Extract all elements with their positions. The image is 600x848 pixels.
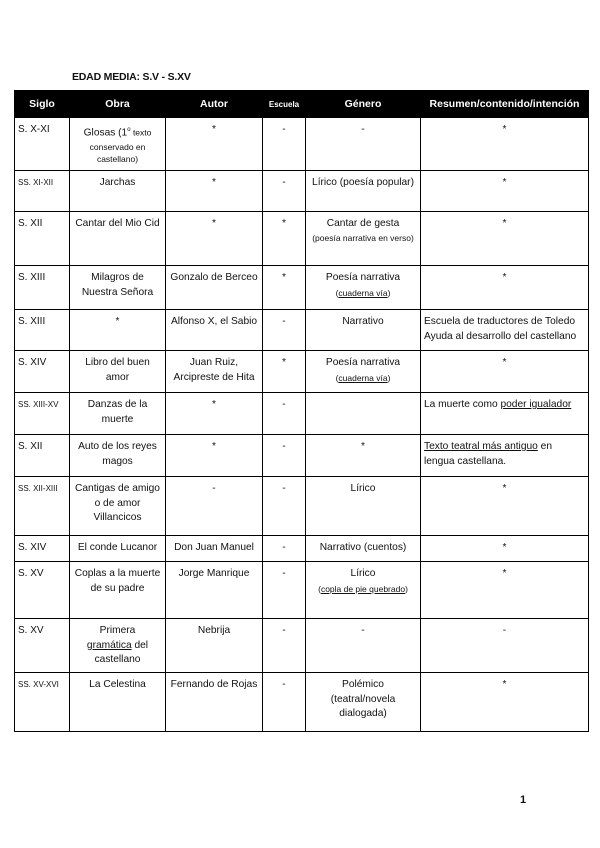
cell-escuela: - xyxy=(263,310,306,351)
genero-note: (poesía narrativa en verso) xyxy=(312,232,414,243)
cell-obra: Milagros de Nuestra Señora xyxy=(70,266,166,310)
cell-resumen: * xyxy=(421,562,589,619)
cell-siglo: SS. XIII-XV xyxy=(15,393,70,435)
cell-resumen xyxy=(421,435,589,477)
cell-genero: Poesía narrativa (cuaderna vía) xyxy=(306,266,421,310)
genero-link[interactable]: cuaderna vía xyxy=(338,372,388,383)
table-row xyxy=(15,393,589,435)
cell-resumen: * xyxy=(421,351,589,393)
cell-genero: Lírico (poesía popular) xyxy=(306,171,421,212)
cell-obra xyxy=(70,118,166,171)
header-obra: Obra xyxy=(70,91,166,118)
page-number: 1 xyxy=(520,794,527,806)
cell-escuela: - xyxy=(263,673,306,732)
cell-siglo: S. XII xyxy=(15,212,70,266)
cell-obra: El conde Lucanor xyxy=(70,536,166,562)
literature-table xyxy=(14,90,589,732)
table-row xyxy=(15,673,589,732)
cell-obra: Auto de los reyes magos xyxy=(70,435,166,477)
cell-autor: - xyxy=(166,477,263,536)
cell-obra xyxy=(70,619,166,673)
cell-resumen: * xyxy=(421,118,589,171)
cell-autor: * xyxy=(166,212,263,266)
header-resumen: Resumen/contenido/intención xyxy=(421,91,589,118)
cell-autor: Fernando de Rojas xyxy=(166,673,263,732)
cell-siglo: S. XII xyxy=(15,435,70,477)
genero-link[interactable]: copla de pie quebrado xyxy=(320,583,406,594)
cell-genero: * xyxy=(306,435,421,477)
cell-siglo: SS. XII-XIII xyxy=(15,477,70,536)
cell-siglo: S. XIV xyxy=(15,536,70,562)
cell-genero: Polémico (teatral/novela dialogada) xyxy=(306,673,421,732)
table-row xyxy=(15,536,589,562)
cell-resumen: * xyxy=(421,536,589,562)
cell-escuela: - xyxy=(263,477,306,536)
table-row xyxy=(15,477,589,536)
cell-resumen: * xyxy=(421,212,589,266)
obra-text: Primera xyxy=(99,625,136,636)
cell-siglo: S. XIII xyxy=(15,266,70,310)
genero-text: Poesía narrativa xyxy=(325,357,401,368)
cell-genero: - xyxy=(306,118,421,171)
resumen-link[interactable]: poder igualador xyxy=(500,399,572,410)
table-row xyxy=(15,266,589,310)
cell-autor: Jorge Manrique xyxy=(166,562,263,619)
genero-text: Poesía narrativa xyxy=(325,272,401,283)
obra-sup: o xyxy=(127,127,131,133)
cell-obra: * xyxy=(70,310,166,351)
cell-resumen: * xyxy=(421,171,589,212)
cell-autor: * xyxy=(166,171,263,212)
table-row xyxy=(15,619,589,673)
obra-text: texto xyxy=(130,127,152,138)
cell-resumen: Escuela de traductores de Toledo Ayuda al desarrollo del castellano xyxy=(421,310,589,351)
genero-text: Cantar de gesta xyxy=(326,218,400,229)
table-row xyxy=(15,118,589,171)
cell-genero xyxy=(306,212,421,266)
genero-link[interactable]: cuaderna vía xyxy=(338,287,388,298)
table-row xyxy=(15,310,589,351)
header-escuela: Escuela xyxy=(263,91,306,118)
cell-autor: Gonzalo de Berceo xyxy=(166,266,263,310)
cell-escuela: - xyxy=(263,435,306,477)
cell-obra: Coplas a la muerte de su padre xyxy=(70,562,166,619)
cell-siglo: SS. XI-XII xyxy=(15,171,70,212)
cell-resumen: * xyxy=(421,266,589,310)
cell-escuela: * xyxy=(263,351,306,393)
header-autor: Autor xyxy=(166,91,263,118)
cell-siglo: S. XIII xyxy=(15,310,70,351)
table-row xyxy=(15,171,589,212)
cell-resumen xyxy=(421,393,589,435)
cell-resumen: * xyxy=(421,477,589,536)
cell-obra: Jarchas xyxy=(70,171,166,212)
cell-escuela: * xyxy=(263,212,306,266)
header-siglo: Siglo xyxy=(15,91,70,118)
cell-genero: Poesía narrativa (cuaderna vía) xyxy=(306,351,421,393)
cell-autor: Juan Ruiz, Arcipreste de Hita xyxy=(166,351,263,393)
cell-genero: Narrativo (cuentos) xyxy=(306,536,421,562)
table-row xyxy=(15,435,589,477)
cell-obra: Cantigas de amigo o de amor Villancicos xyxy=(70,477,166,536)
cell-autor: Don Juan Manuel xyxy=(166,536,263,562)
cell-autor: * xyxy=(166,393,263,435)
obra-text: Glosas (1 xyxy=(83,127,128,139)
cell-genero xyxy=(306,393,421,435)
obra-link[interactable]: gramática xyxy=(86,639,132,651)
document-title: EDAD MEDIA: S.V - S.XV xyxy=(72,71,191,83)
table-row xyxy=(15,351,589,393)
cell-resumen: * xyxy=(421,673,589,732)
obra-text: del castellano xyxy=(94,639,149,665)
cell-escuela: - xyxy=(263,118,306,171)
cell-resumen: - xyxy=(421,619,589,673)
cell-escuela: - xyxy=(263,562,306,619)
cell-autor: Alfonso X, el Sabio xyxy=(166,310,263,351)
obra-note: conservado en castellano) xyxy=(89,141,146,164)
genero-text: Lírico xyxy=(350,568,376,579)
cell-siglo: S. XV xyxy=(15,562,70,619)
cell-escuela: - xyxy=(263,536,306,562)
resumen-link[interactable]: Texto teatral más antiguo xyxy=(424,441,538,452)
cell-genero: Lírico (copla de pie quebrado) xyxy=(306,562,421,619)
cell-escuela: * xyxy=(263,266,306,310)
resumen-text: La muerte como xyxy=(424,399,501,410)
cell-escuela: - xyxy=(263,619,306,673)
cell-autor: * xyxy=(166,435,263,477)
cell-autor: Nebrija xyxy=(166,619,263,673)
cell-obra: Cantar del Mio Cid xyxy=(70,212,166,266)
cell-genero: Narrativo xyxy=(306,310,421,351)
cell-obra: Libro del buen amor xyxy=(70,351,166,393)
header-genero: Género xyxy=(306,91,421,118)
cell-obra: La Celestina xyxy=(70,673,166,732)
cell-siglo: S. X-XI xyxy=(15,118,70,171)
cell-obra: Danzas de la muerte xyxy=(70,393,166,435)
resumen-text: en lengua castellana. xyxy=(424,441,552,467)
cell-siglo: S. XIV xyxy=(15,351,70,393)
table-row xyxy=(15,212,589,266)
table-header-row xyxy=(15,91,589,118)
cell-siglo: SS. XV-XVI xyxy=(15,673,70,732)
cell-genero: - xyxy=(306,619,421,673)
cell-genero: Lírico xyxy=(306,477,421,536)
table-row xyxy=(15,562,589,619)
cell-autor: * xyxy=(166,118,263,171)
cell-escuela: - xyxy=(263,171,306,212)
cell-escuela: - xyxy=(263,393,306,435)
cell-siglo: S. XV xyxy=(15,619,70,673)
